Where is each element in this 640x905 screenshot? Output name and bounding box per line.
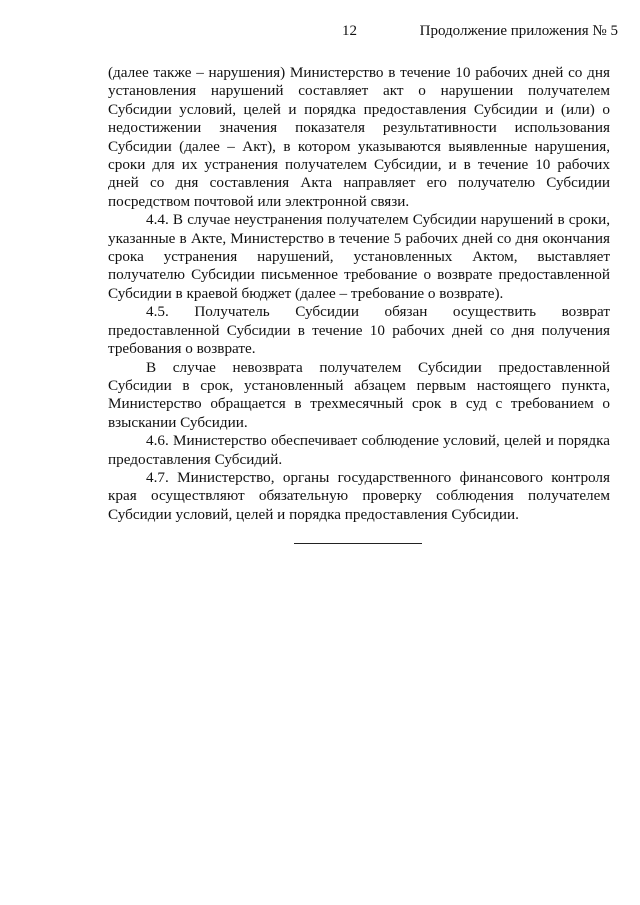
paragraph-continuation: (далее также – нарушения) Министерство в течение 10 рабочих дней со дня установления нарушений составляет акт о нарушении получателем Субсидии условий, целей и порядка предоставления Субсидии и (или) о недостижении значения показателя результативности использования Субсидии (далее – Акт), в котором указываются выявленные нарушения, сроки для их устранения получателем Субсидии, и в течение 10 рабочих дней со дня составления Акта направляет его получателю Субсидии посредством почтовой или электронной связи. [108, 64, 610, 210]
paragraph-4-5: 4.5. Получатель Субсидии обязан осуществить возврат предоставленной Субсидии в течение 10 рабочих дней со дня получения требования о возврате. [108, 303, 610, 358]
paragraph-4-7: 4.7. Министерство, органы государственного финансового контроля края осуществляют обязательную проверку соблюдения получателем Субсидии условий, целей и порядка предоставления Субсидии. [108, 468, 610, 523]
paragraph-4-6: 4.6. Министерство обеспечивает соблюдение условий, целей и порядка предоставления Субсидий. [108, 432, 610, 468]
appendix-continuation-note: Продолжение приложения № 5 [419, 23, 618, 39]
document-body [108, 64, 610, 524]
end-of-text-rule [294, 543, 422, 544]
paragraph-4-5-nonreturn: В случае невозврата получателем Субсидии предоставленной Субсидии в срок, установленный абзацем первым настоящего пункта, Министерство обращается в трехмесячный срок в суд с требованием о взыскании Субсидии. [108, 358, 610, 431]
page-number: 12 [342, 23, 357, 39]
paragraph-4-4: 4.4. В случае неустранения получателем Субсидии нарушений в сроки, указанные в Акте, Министерство в течение 5 рабочих дней со дня окончания срока устранения нарушений, установленных Актом, выставляет получателю Субсидии письменное требование о возврате предоставленной Субсидии в краевой бюджет (далее – требование о возврате). [108, 211, 610, 302]
